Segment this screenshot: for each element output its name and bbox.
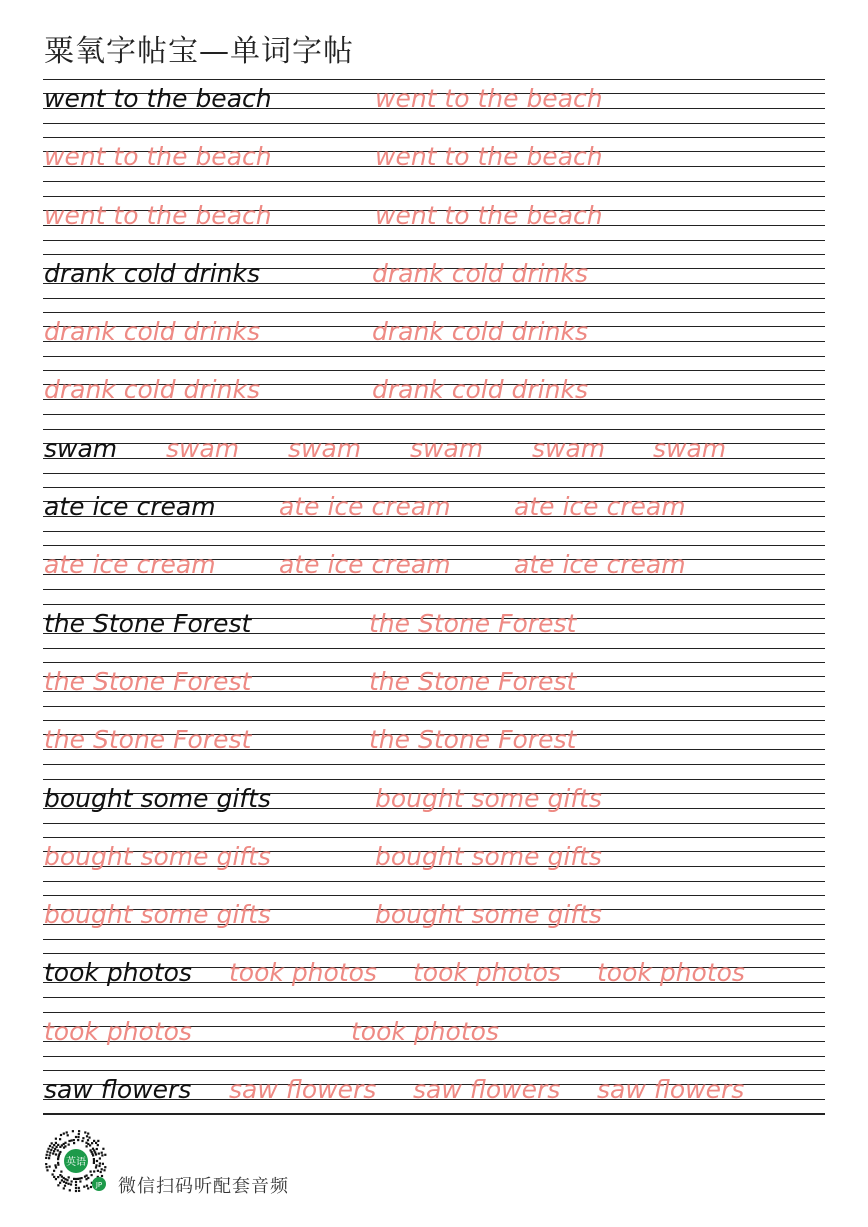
rule-line [43, 79, 825, 80]
rule-line [43, 589, 825, 590]
rule-line [43, 545, 825, 546]
practice-row [0, 779, 868, 837]
trace-word: the Stone Forest [369, 608, 577, 638]
rule-line [43, 312, 825, 313]
rule-line [43, 953, 825, 954]
trace-word: the Stone Forest [369, 666, 577, 696]
trace-word: bought some gifts [375, 783, 602, 813]
model-word: swam [44, 433, 118, 463]
rule-line [43, 298, 825, 299]
trace-word: bought some gifts [44, 841, 271, 871]
rule-line [43, 1056, 825, 1057]
trace-word: went to the beach [375, 142, 603, 172]
trace-word: swam [653, 433, 727, 463]
practice-rows [0, 79, 868, 1128]
rule-line [43, 531, 825, 532]
page-title: 粟氧字帖宝—单词字帖 [44, 34, 354, 69]
qr-corner-label: JP [95, 1181, 103, 1189]
trace-word: bought some gifts [375, 841, 602, 871]
rule-line [43, 1012, 825, 1013]
rule-line [43, 240, 825, 241]
trace-word: ate ice cream [514, 492, 686, 522]
trace-word: took photos [413, 958, 561, 988]
model-word: ate ice cream [44, 492, 216, 522]
trace-word: went to the beach [375, 84, 603, 113]
practice-row [0, 895, 868, 953]
trace-word: swam [532, 433, 606, 463]
practice-row [0, 196, 868, 254]
rule-line [43, 764, 825, 765]
rule-line [43, 881, 825, 882]
model-word: went to the beach [44, 84, 272, 113]
rule-line [43, 648, 825, 649]
trace-word: swam [410, 433, 484, 463]
trace-word: bought some gifts [44, 900, 271, 930]
rule-line [43, 779, 825, 780]
trace-word: drank cold drinks [372, 258, 588, 288]
trace-word: took photos [229, 958, 377, 988]
trace-word: the Stone Forest [369, 725, 577, 755]
rule-line [43, 604, 825, 605]
trace-word: drank cold drinks [372, 317, 588, 347]
rule-line [43, 1114, 825, 1115]
trace-word: bought some gifts [375, 900, 602, 930]
practice-row [0, 604, 868, 662]
rule-line [43, 706, 825, 707]
rule-line [43, 487, 825, 488]
practice-row [0, 254, 868, 312]
trace-word: ate ice cream [279, 550, 451, 580]
trace-word: swam [166, 433, 240, 463]
rule-line [43, 823, 825, 824]
rule-line [43, 837, 825, 838]
trace-word: ate ice cream [44, 550, 216, 580]
footer-caption: 微信扫码听配套音频 [118, 1176, 289, 1197]
trace-word: the Stone Forest [44, 725, 252, 755]
practice-row [0, 545, 868, 603]
rule-line [43, 473, 825, 474]
trace-word: went to the beach [44, 200, 272, 230]
trace-word: swam [288, 433, 362, 463]
rule-line [43, 181, 825, 182]
rule-line [43, 370, 825, 371]
trace-word: drank cold drinks [44, 375, 260, 405]
rule-line-end [43, 1113, 825, 1114]
rule-line [43, 414, 825, 415]
trace-word: took photos [597, 958, 745, 988]
trace-word: ate ice cream [279, 492, 451, 522]
trace-word: saw flowers [229, 1075, 377, 1105]
model-word: saw flowers [44, 1075, 192, 1105]
rule-line [43, 123, 825, 124]
practice-row [0, 429, 868, 487]
qr-code-icon[interactable] [42, 1127, 110, 1195]
model-word: took photos [44, 958, 192, 988]
practice-row [0, 837, 868, 895]
trace-word: went to the beach [375, 200, 603, 230]
rule-line [43, 662, 825, 663]
practice-row [0, 312, 868, 370]
rule-line [43, 196, 825, 197]
trace-word: ate ice cream [514, 550, 686, 580]
model-word: the Stone Forest [44, 608, 252, 638]
rule-line [43, 939, 825, 940]
trace-word: the Stone Forest [44, 666, 252, 696]
trace-word: took photos [351, 1016, 499, 1046]
rule-line [43, 356, 825, 357]
rule-line [43, 429, 825, 430]
practice-row [0, 1012, 868, 1070]
rule-line [43, 997, 825, 998]
practice-row [0, 137, 868, 195]
model-word: drank cold drinks [44, 258, 260, 288]
practice-row [0, 953, 868, 1011]
trace-word: saw flowers [597, 1075, 745, 1105]
rule-line [43, 137, 825, 138]
practice-row [0, 79, 868, 137]
practice-row [0, 370, 868, 428]
rule-line [43, 254, 825, 255]
trace-word: took photos [44, 1016, 192, 1046]
model-word: bought some gifts [44, 783, 271, 813]
practice-row [0, 662, 868, 720]
trace-word: saw flowers [413, 1075, 561, 1105]
rule-line [43, 1070, 825, 1071]
practice-row [0, 1070, 868, 1128]
rule-line [43, 895, 825, 896]
practice-row [0, 720, 868, 778]
trace-word: went to the beach [44, 142, 272, 172]
trace-word: drank cold drinks [44, 317, 260, 347]
rule-line [43, 720, 825, 721]
practice-row [0, 487, 868, 545]
trace-word: drank cold drinks [372, 375, 588, 405]
qr-badge-label: 英语 [66, 1157, 86, 1168]
